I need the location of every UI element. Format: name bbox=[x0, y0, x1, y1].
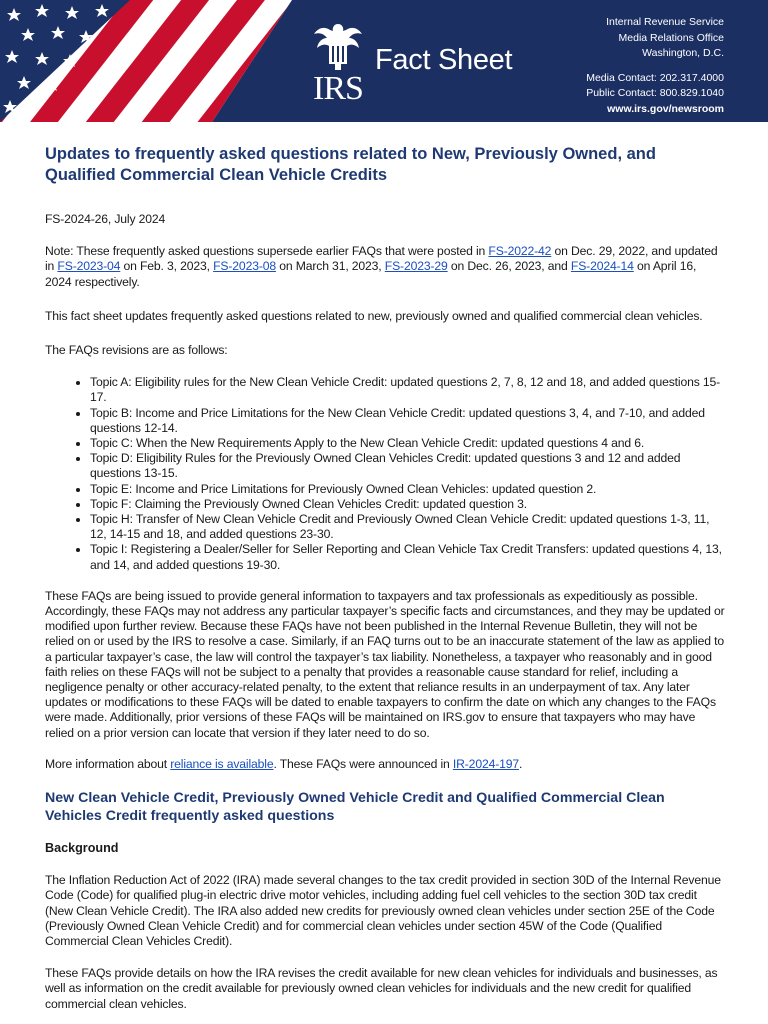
contact-office: Media Relations Office bbox=[618, 31, 724, 44]
fact-sheet-title: Fact Sheet bbox=[375, 44, 513, 76]
irs-logo-text: IRS bbox=[313, 70, 363, 107]
link-ir-2024-197[interactable]: IR-2024-197 bbox=[452, 756, 519, 771]
list-item: • Topic H: Transfer of New Clean Vehicle Credit and Previously Owned Clean Vehicle Credit: updated questions 1-3, 11, 12, 14-15 and 18, and added questions 23-30. bbox=[90, 512, 725, 542]
link-fs-2023-08[interactable]: FS-2023-08 bbox=[213, 259, 276, 274]
link-fs-2024-14[interactable]: FS-2024-14 bbox=[570, 259, 634, 274]
background-heading: Background bbox=[45, 841, 119, 856]
public-contact: Public Contact: 800.829.1040 bbox=[586, 87, 724, 99]
link-fs-2023-04[interactable]: FS-2023-04 bbox=[57, 259, 121, 274]
more-info-paragraph: More information about reliance is available. These FAQs were announced in IR-2024-197. bbox=[45, 756, 523, 771]
note-paragraph: Note: These frequently asked questions supersede earlier FAQs that were posted in FS-2022-42 on Dec. 29, 2022, and updated in FS-2023-04 on Feb. 3, 2023, FS-2023-08 on March 31, 2023, FS-2023-29 on Dec. 26, 2023, and FS-2024-14 on April 16, 2024 respectively. bbox=[45, 244, 718, 289]
list-item: • Topic F: Claiming the Previously Owned Clean Vehicles Credit: updated question 3. bbox=[90, 497, 725, 512]
faq-revisions-heading: The FAQs revisions are as follows: bbox=[45, 343, 228, 358]
document-title: Updates to frequently asked questions related to New, Previously Owned, and Qualified Commercial Clean Vehicle Credits bbox=[45, 145, 656, 184]
american-flag-graphic bbox=[0, 0, 300, 122]
topic-list bbox=[45, 375, 725, 573]
list-item: • Topic B: Income and Price Limitations for the New Clean Vehicle Credit: updated questions 3, 4, and 7-10, and added questions 12-14. bbox=[90, 406, 725, 436]
document-body bbox=[45, 144, 725, 1012]
list-item: • Topic C: When the New Requirements Apply to the New Clean Vehicle Credit: updated questions 4 and 6. bbox=[90, 436, 725, 451]
release-date: FS-2024-26, July 2024 bbox=[45, 212, 166, 226]
media-contact: Media Contact: 202.317.4000 bbox=[586, 71, 724, 84]
background-paragraph-2: These FAQs provide details on how the IRA revises the credit available for new clean vehicles for individuals and businesses, as well as information on the credit available for previously owned clean vehicles for individuals and the new credit for qualified commercial clean vehicles. bbox=[45, 966, 718, 1011]
list-item: • Topic D: Eligibility Rules for the Previously Owned Clean Vehicles Credit: updated questions 3 and 12 and added questions 13-15. bbox=[90, 451, 725, 481]
disclaimer-paragraph: These FAQs are being issued to provide general information to taxpayers and tax professionals as expeditiously as possible. Accordingly, these FAQs may not address any particular taxpayer’s specific facts and circumstances, and they may be updated or modified upon further review. Because these FAQs have not been published in the Internal Revenue Bulletin, they will not be relied on or used by the IRS to resolve a case. Similarly, if an FAQ turns out to be an inaccurate statement of the law as applied to a particular taxpayer’s case, the law will control the taxpayer’s tax liability. Nonetheless, a taxpayer who reasonably and in good faith relies on these FAQs will not be subject to a penalty that provides a reasonable cause standard for relief, including a negligence penalty or other accuracy-related penalty, to the extent that reliance results in an underpayment of tax. Any later updates or modifications to these FAQs will be dated to enable taxpayers to confirm the date on which any changes to the FAQs were made. Additionally, prior versions of these FAQs will be maintained on IRS.gov to ensure that taxpayers who may have relied on a prior version can locate that version if they later need to do so. bbox=[45, 588, 725, 740]
newsroom-link[interactable]: www.irs.gov/newsroom bbox=[607, 102, 724, 115]
contact-agency: Internal Revenue Service bbox=[606, 16, 724, 28]
link-fs-2023-29[interactable]: FS-2023-29 bbox=[384, 259, 448, 274]
list-item: • Topic I: Registering a Dealer/Seller for Seller Reporting and Clean Vehicle Tax Credit Transfers: updated questions 4, 13, and 14, and added questions 19-30. bbox=[90, 542, 725, 572]
irs-logo bbox=[310, 20, 366, 107]
section-heading: New Clean Vehicle Credit, Previously Owned Vehicle Credit and Qualified Commercial Clean Vehicles Credit frequently asked questions bbox=[45, 790, 665, 825]
link-reliance[interactable]: reliance is available bbox=[170, 756, 274, 771]
contact-block bbox=[586, 15, 724, 117]
header-banner bbox=[0, 0, 768, 122]
link-fs-2022-42[interactable]: FS-2022-42 bbox=[488, 244, 552, 259]
list-item: • Topic A: Eligibility rules for the New Clean Vehicle Credit: updated questions 2, 7, 8, 12 and 18, and added questions 15-17. bbox=[90, 375, 725, 405]
background-paragraph-1: The Inflation Reduction Act of 2022 (IRA) made several changes to the tax credit provided in section 30D of the Internal Revenue Code (Code) for qualified plug-in electric drive motor vehicles, including adding fuel cell vehicles to the section 30D tax credit (New Clean Vehicle Credit). The IRA also added new credits for previously owned clean vehicles under section 25E of the Code (Previously Owned Clean Vehicle Credit) and for commercial clean vehicles under section 45W of the Code (Qualified Commercial Clean Vehicles Credit). bbox=[45, 873, 721, 948]
contact-location: Washington, D.C. bbox=[642, 47, 724, 59]
eagle-icon bbox=[310, 20, 366, 72]
intro-paragraph: This fact sheet updates frequently asked questions related to new, previously owned and qualified commercial clean vehicles. bbox=[45, 308, 703, 323]
list-item: • Topic E: Income and Price Limitations for Previously Owned Clean Vehicles: updated question 2. bbox=[90, 482, 725, 497]
